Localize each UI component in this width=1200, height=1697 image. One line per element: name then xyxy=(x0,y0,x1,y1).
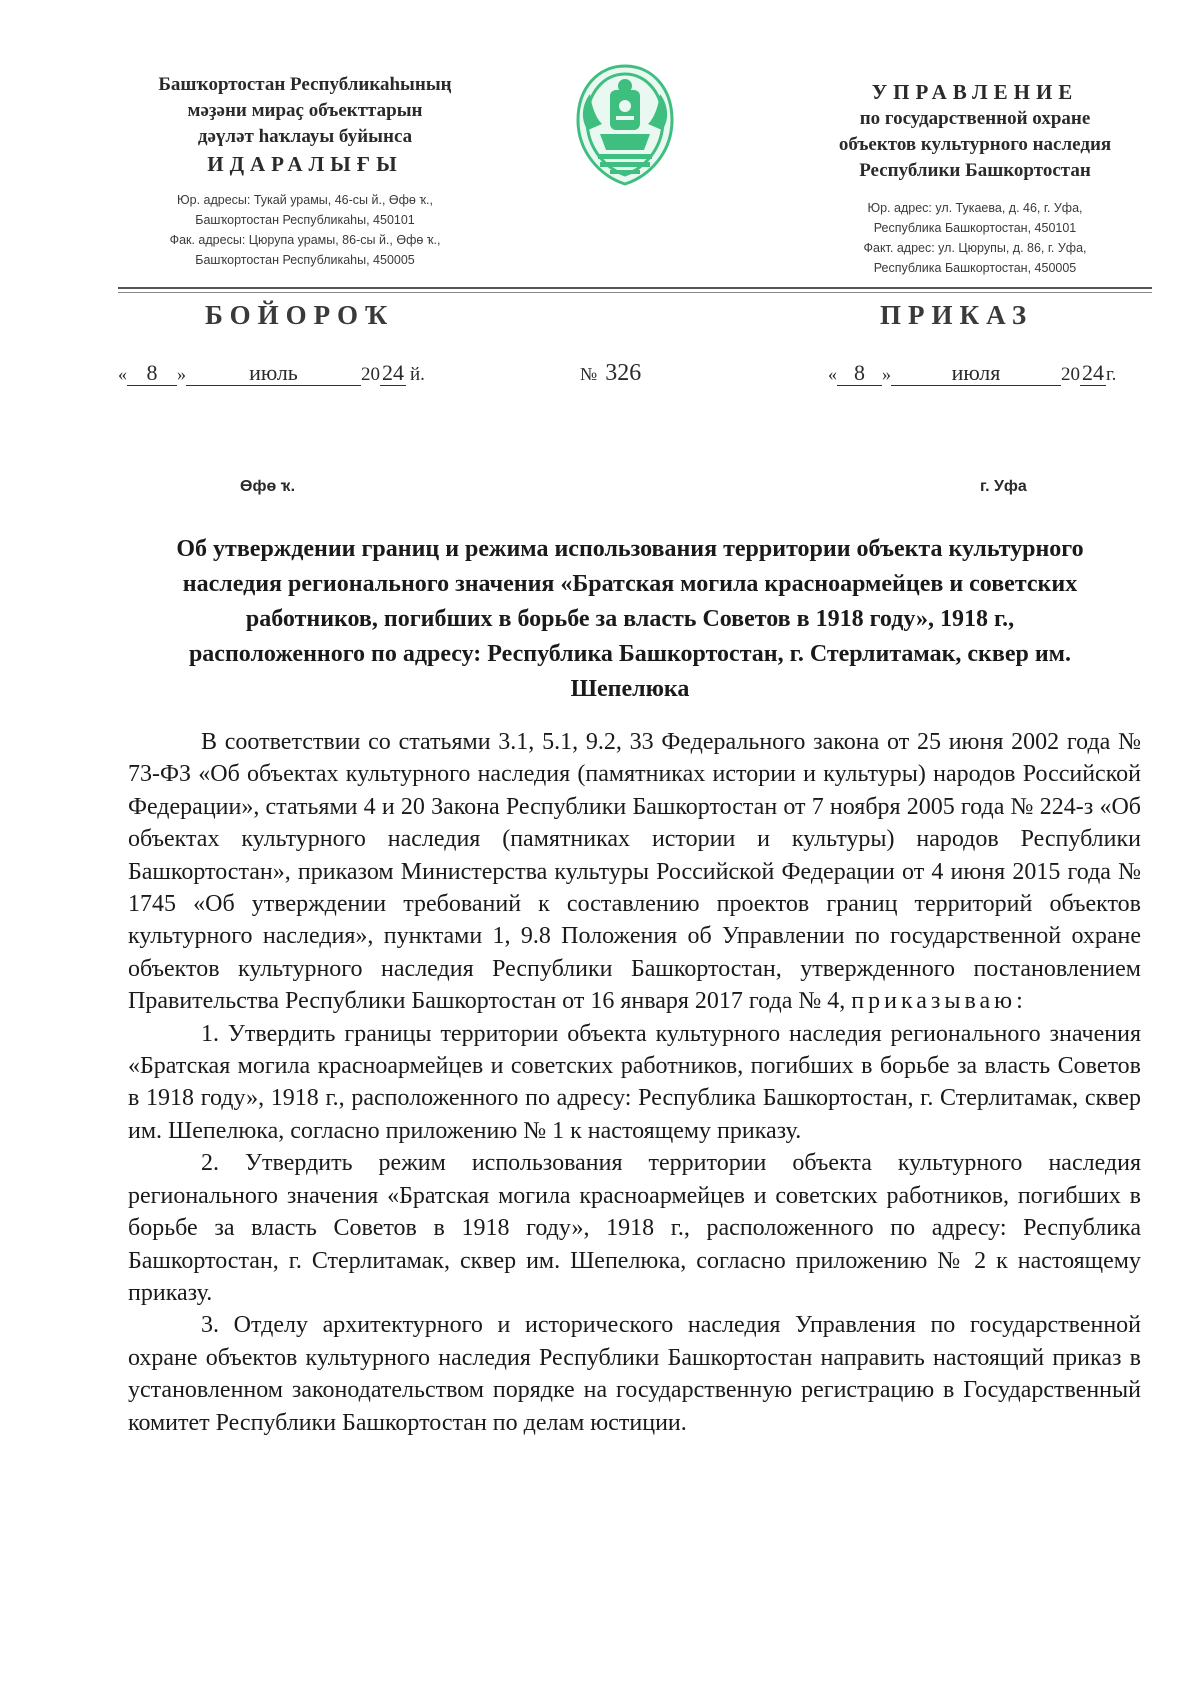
date-russian xyxy=(828,360,1116,386)
address-line: Фак. адресы: Цюрупа урамы, 86-сы й., Өфө ҡ., xyxy=(169,233,441,247)
org-name-line: дәүләт һаҡлауы буйынса xyxy=(197,126,413,147)
city-russian: г. Уфа xyxy=(980,478,1027,495)
date-year-unit: й. xyxy=(410,364,425,385)
header-divider-thin xyxy=(118,292,1152,293)
quote-close: » xyxy=(177,364,186,384)
document-body xyxy=(128,726,1141,1439)
order-item: 3. Отделу архитектурного и исторического наследия Управления по государственной охране объектов культурного наследия Республики Башкортостан направить настоящий приказ в установленном законодательством порядке на государственную регистрацию в Государственный комитет Республики Башкортостан по делам юстиции. xyxy=(128,1312,1141,1436)
header-divider xyxy=(118,287,1152,289)
number-sign: № xyxy=(580,364,598,384)
date-bashkir xyxy=(118,360,425,386)
address-block xyxy=(120,190,490,270)
order-item: 1. Утвердить границы территории объекта культурного наследия регионального значения «Братская могила красноармейцев и советских работников, погибших в борьбе за власть Советов в 1918 году», 1918 г., расположенного по адресу: Республика Башкортостан, г. Стерлитамак, сквер им. Шепелюка, согласно приложению № 1 к настоящему приказу. xyxy=(128,1020,1141,1144)
doc-type-bashkir: БОЙОРОҠ xyxy=(205,300,395,330)
org-name-line: объектов культурного наследия xyxy=(838,134,1112,155)
quote-close: » xyxy=(882,364,891,384)
date-month: июль xyxy=(186,361,361,386)
number-value: 326 xyxy=(605,360,642,386)
header-right-russian xyxy=(790,78,1160,278)
date-day: 8 xyxy=(837,361,882,386)
org-name-main: ИДАРАЛЫҒЫ xyxy=(207,152,403,176)
order-word: приказываю: xyxy=(851,988,1027,1015)
address-line: Юр. адресы: Тукай урамы, 46-сы й., Өфө ҡ., xyxy=(177,193,433,207)
document-title: Об утверждении границ и режима использования территории объекта культурного наследия регионального значения «Братская могила красноармейцев и советских работников, погибших в борьбе за власть Советов в 1918 году», 1918 г., расположенного по адресу: Республика Башкортостан, г. Стерлитамак, сквер им. Шепелюка xyxy=(176,536,1084,702)
address-line: Республика Башкортостан, 450005 xyxy=(873,261,1077,275)
org-name-line: Башҡортостан Республикаһының xyxy=(158,74,452,95)
date-year-suffix: 24 xyxy=(1082,360,1104,385)
quote-open: « xyxy=(118,364,127,384)
address-block xyxy=(790,198,1160,278)
preamble-paragraph xyxy=(128,726,1141,1018)
order-number xyxy=(580,360,641,387)
address-line: Республика Башкортостан, 450101 xyxy=(873,221,1077,235)
date-year-suffix: 24 xyxy=(382,360,404,385)
preamble-text: В соответствии со статьями 3.1, 5.1, 9.2, 33 Федерального закона от 25 июня 2002 года № 73-ФЗ «Об объектах культурного наследия (памятниках истории и культуры) народов Российской Федерации», статьями 4 и 20 Закона Республики Башкортостан от 7 ноября 2005 года № 224-з «Об объектах культурного наследия (памятниках истории и культуры) народов Республики Башкортостан», приказом Министерства культуры Российской Федерации от 4 июня 2015 года № 1745 «Об утверждении требований к составлению проектов границ территорий объектов культурного наследия», пунктами 1, 9.8 Положения об Управлении по государственной охране объектов культурного наследия Республики Башкортостан, утвержденного постановлением Правительства Республики Башкортостан от 16 января 2017 года № 4, xyxy=(128,729,1141,1015)
address-line: Факт. адрес: ул. Цюрупы, д. 86, г. Уфа, xyxy=(863,241,1087,255)
doc-type-russian: ПРИКАЗ xyxy=(880,300,1034,330)
header-left-bashkir xyxy=(120,72,490,270)
address-line: Юр. адрес: ул. Тукаева, д. 46, г. Уфа, xyxy=(867,201,1083,215)
date-year-unit: г. xyxy=(1106,364,1117,385)
org-name-line: мәҙәни мираҫ объекттарын xyxy=(187,100,423,121)
date-month: июля xyxy=(891,361,1061,386)
org-name-line: Республики Башкортостан xyxy=(859,160,1091,181)
city-bashkir: Өфө ҡ. xyxy=(240,478,296,495)
date-year-prefix: 20 xyxy=(1061,364,1080,385)
org-name-main: УПРАВЛЕНИЕ xyxy=(871,80,1079,104)
date-year-prefix: 20 xyxy=(361,364,380,385)
address-line: Башҡортостан Республикаһы, 450101 xyxy=(195,213,415,227)
quote-open: « xyxy=(828,364,837,384)
bashkortostan-emblem-icon xyxy=(570,60,680,190)
org-name-line: по государственной охране xyxy=(859,108,1091,129)
address-line: Башҡортостан Республикаһы, 450005 xyxy=(195,253,415,267)
date-day: 8 xyxy=(127,361,177,386)
order-item: 2. Утвердить режим использования территории объекта культурного наследия регионального значения «Братская могила красноармейцев и советских работников, погибших в борьбе за власть Советов в 1918 году», 1918 г., расположенного по адресу: Республика Башкортостан, г. Стерлитамак, сквер им. Шепелюка, согласно приложению № 2 к настоящему приказу. xyxy=(128,1150,1141,1306)
